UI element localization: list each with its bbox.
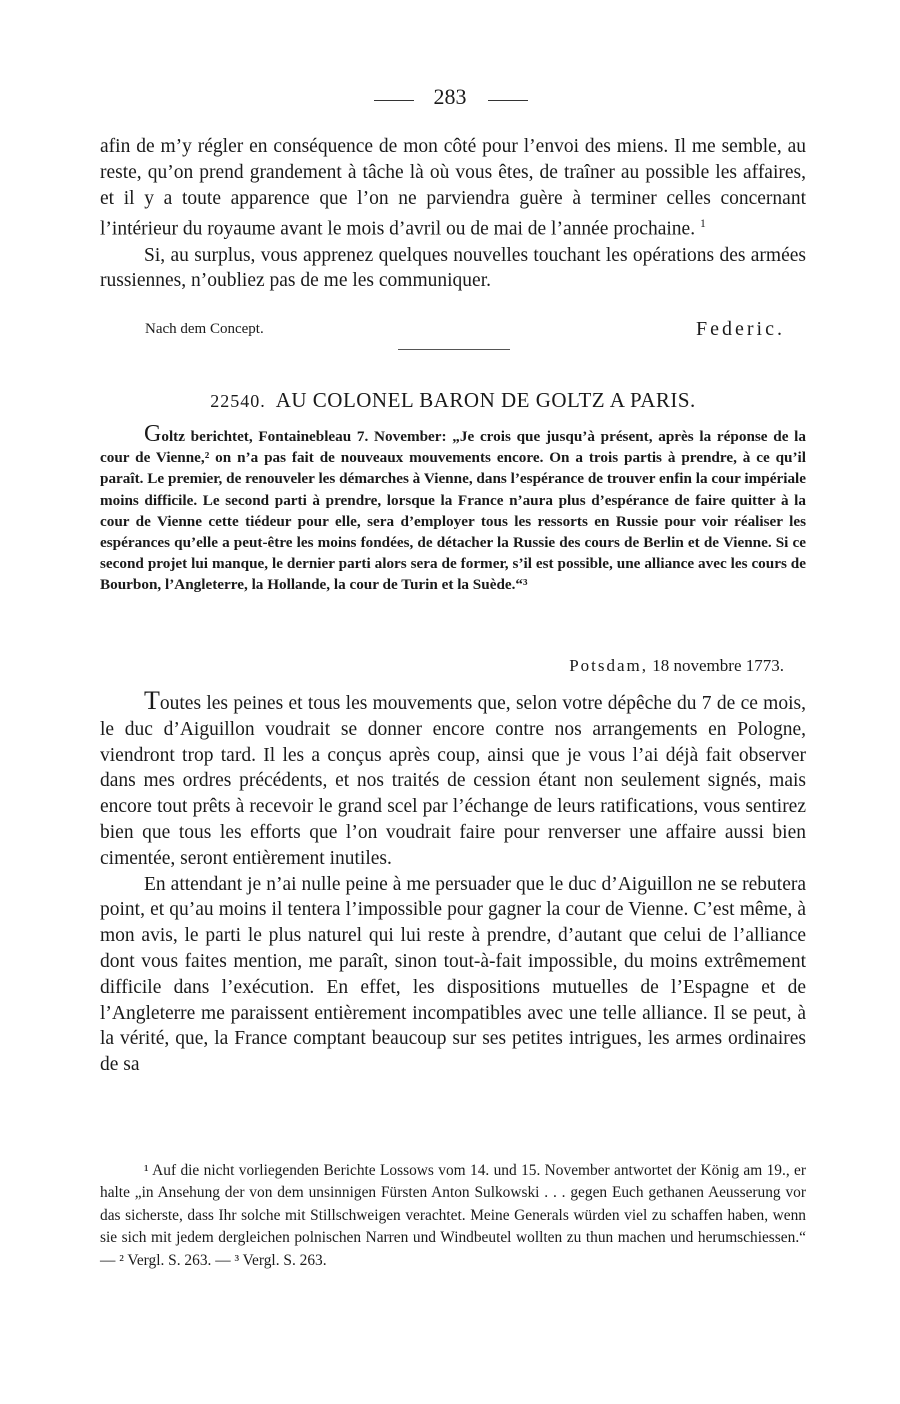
- footnote-ref: 1: [699, 217, 706, 231]
- letter-body: [100, 688, 806, 1078]
- page-number: 283: [433, 84, 467, 109]
- letter-title: AU COLONEL BARON DE GOLTZ A PARIS.: [275, 388, 696, 412]
- report-summary: [100, 421, 806, 596]
- source-note: Nach dem Concept.: [145, 321, 264, 337]
- continuation-text-block: [100, 134, 806, 294]
- page-header: [0, 84, 900, 116]
- surplus-paragraph: Si, au surplus, vous apprenez quelques nouvelles touchant les opérations des armées russiennes, n’oubliez pas de me les communiquer.: [100, 244, 806, 292]
- summary-text: oltz berichtet, Fontainebleau 7. November: „Je crois que jusqu’à présent, après la réponse de la cour de Vienne,² on n’a pas fait de nouveaux mouvements encore. On a trois partis à prendre, à ce qu’il paraît. Le premier, de renouveler les démarches à Vienne, dans l’espérance de trouver enfin la cour impériale moins difficile. Le second parti à prendre, lorsque la France n’aura plus d’espérance de faire quitter à la cour de Vienne cette tiédeur pour elle, sera d’employer tous les ressorts en Russie pour voir réaliser les espérances qu’elle a peut-être les moins fondées, de détacher la Russie des cours de Berlin et de Vienne. Si ce second projet lui manque, le dernier parti alors sera de former, s’il est possible, une alliance avec les cours de Bourbon, l’Angleterre, la Hollande, la cour de Turin et la Suède.“³: [100, 428, 806, 594]
- letter-number: 22540.: [210, 391, 266, 411]
- continuation-text: afin de m’y régler en conséquence de mon côté pour l’envoi des miens. Il me semble, au reste, qu’on prend grandement à tâche là où vous êtes, de traîner au possible les affaires, et il y a toute apparence que l’on ne parviendra guère à terminer celles concernant l’intérieur du royaume avant le mois d’avril ou de mai de l’année prochaine.: [100, 136, 806, 240]
- summary-initial: G: [144, 421, 162, 447]
- body-paragraph-2: En attendant je n’ai nulle peine à me persuader que le duc d’Aiguillon ne se rebutera point, et qu’au moins il tentera l’impossible pour gagner la cour de Vienne. C’est même, à mon avis, le parti le plus naturel qui lui reste à prendre, d’autant que celui de l’alliance dont vous faites mention, me paraît, sinon tout-à-fait impossible, du moins extrêmement difficile dans l’exécution. En effet, les dispositions mutuelles de l’Espagne et de l’Angleterre me paraissent entièrement incompatibles avec une telle alliance. Il se peut, à la vérité, que, la France comptant beaucoup sur ses petites intrigues, les armes ordinaires de sa: [100, 873, 806, 1076]
- body-initial: T: [144, 686, 160, 715]
- letter-heading: [100, 388, 806, 413]
- signature-line: [145, 318, 785, 344]
- body-paragraph-1-text: outes les peines et tous les mouvements que, selon votre dépêche du 7 de ce mois, le duc d’Aiguillon voudrait se donner encore contre nos arrangements en Pologne, viendront trop tard. Il les a conçus après coup, ainsi que je vous l’ai déjà fait observer dans mes ordres précédents, et nos traités de cession étant non seulement signés, mais encore tout prêts à recevoir le grand scel par l’échange de leurs ratifications, vous sentirez bien que tous les efforts que l’on voudrait faire pour renverser une affaire aussi bien cimentée, seront entièrement inutiles.: [100, 693, 806, 869]
- continuation-paragraph: [100, 134, 806, 243]
- section-divider: [398, 349, 510, 350]
- signature: Federic.: [696, 318, 785, 340]
- date-place: Potsdam,: [569, 656, 649, 675]
- date-text: 18 novembre 1773.: [652, 656, 784, 675]
- summary-paragraph: [100, 421, 806, 596]
- dateline: [100, 656, 784, 676]
- body-paragraph-1: [100, 688, 806, 872]
- header-dash-left: [374, 100, 414, 101]
- footnote-text: ¹ Auf die nicht vorliegenden Berichte Lossows vom 14. und 15. November antwortet der König am 19., er halte „in Ansehung der von dem unsinnigen Fürsten Anton Sulkowski . . . gegen Euch gethanen Aeusserung vor das sicherste, dass Ihr solche mit Stillschweigen verachtet. Meine Generals würden viel zu schaffen haben, wenn sie sich mit jedem dergleichen polnischen Narren und Windbeutel wollten zu thun machen und herumschiessen.“ — ² Vergl. S. 263. — ³ Vergl. S. 263.: [100, 1162, 806, 1269]
- header-dash-right: [488, 100, 528, 101]
- footnotes: [100, 1160, 806, 1272]
